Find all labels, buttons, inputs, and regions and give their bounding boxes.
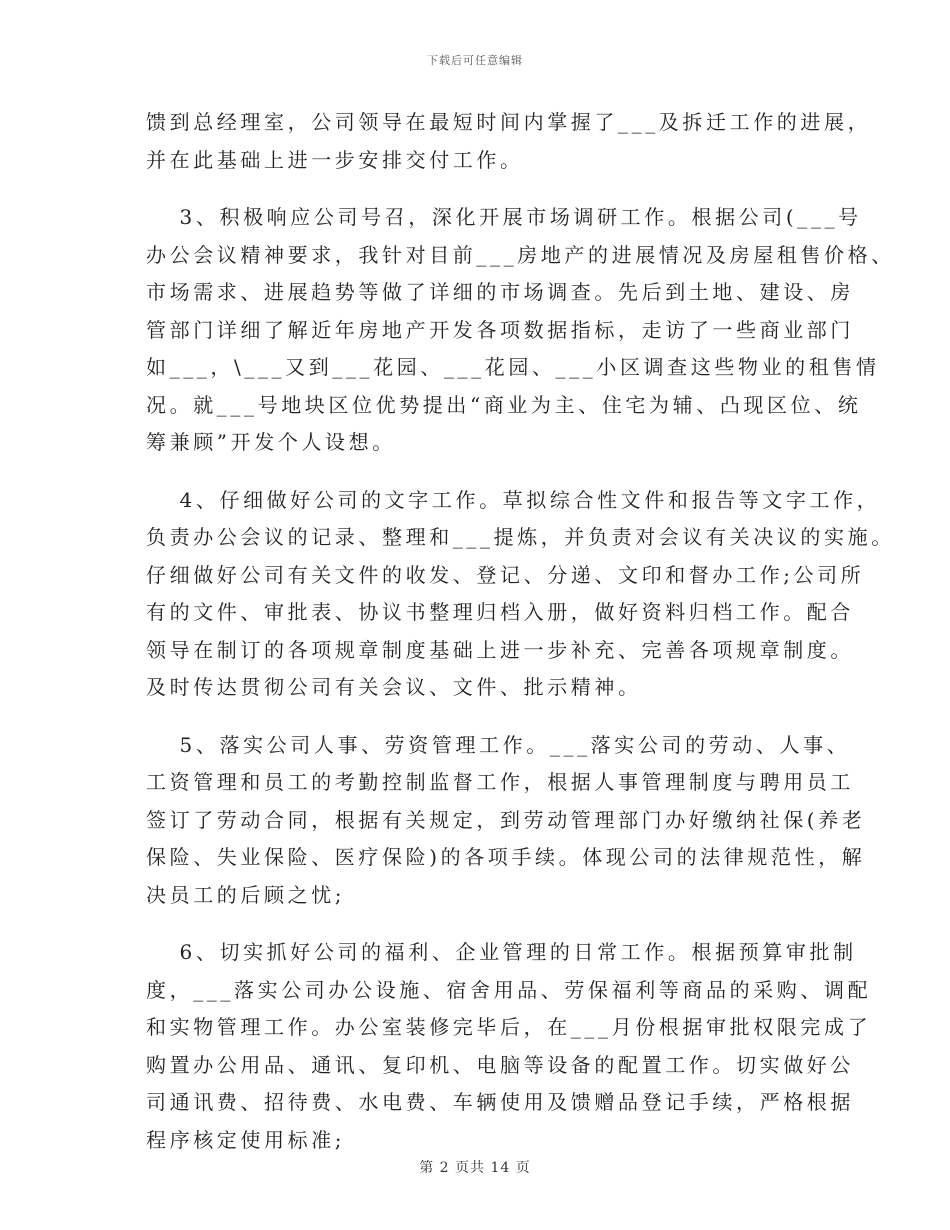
text-line: 领导在制订的各项规章制度基础上进一步补充、完善各项规章制度。 [146, 637, 854, 662]
text-line: 负责办公会议的记录、整理和___提炼，并负责对会议有关决议的实施。 [146, 525, 895, 549]
text-line: 6、切实抓好公司的福利、企业管理的日常工作。根据预算审批制 [146, 940, 857, 964]
text-line: 和实物管理工作。办公室装修完毕后，在___月份根据审批权限完成了 [146, 1015, 872, 1039]
text-line: 市场需求、进展趋势等做了详细的市场调查。先后到土地、建设、房 [146, 280, 854, 304]
text-line: 管部门详细了解近年房地产开发各项数据指标，走访了一些商业部门 [146, 317, 854, 342]
text-line: 购置办公用品、通讯、复印机、电脑等设备的配置工作。切实做好公 [146, 1052, 854, 1077]
text-line: 工资管理和员工的考勤控制监督工作，根据人事管理制度与聘用员工 [146, 770, 854, 794]
paragraph [146, 482, 895, 707]
text-line: 仔细做好公司有关文件的收发、登记、分递、文印和督办工作;公司所 [146, 562, 865, 587]
text-line: 司通讯费、招待费、水电费、车辆使用及馈赠品登记手续，严格根据 [146, 1090, 854, 1114]
text-line: 保险、失业保险、医疗保险)的各项手续。体现公司的法律规范性，解 [146, 845, 866, 869]
text-line: 馈到总经理室，公司领导在最短时间内掌握了___及拆迁工作的进展， [146, 110, 872, 134]
text-line: 如___，\___又到___花园、___花园、___小区调查这些物业的租售情 [146, 355, 880, 379]
paragraph [146, 727, 866, 915]
text-line: 3、积极响应公司号召，深化开展市场调研工作。根据公司(___号 [146, 205, 862, 229]
text-line: 并在此基础上进一步安排交付工作。 [146, 147, 524, 172]
paragraph [146, 199, 895, 462]
text-line: 筹兼顾”开发个人设想。 [146, 430, 396, 454]
text-line: 签订了劳动合同，根据有关规定，到劳动管理部门办好缴纳社保(养老 [146, 807, 866, 832]
paragraph [146, 934, 872, 1159]
page-header: 下载后可任意编辑 [427, 54, 523, 67]
text-line: 程序核定使用标准; [146, 1127, 346, 1152]
text-line: 及时传达贯彻公司有关会议、文件、批示精神。 [146, 675, 642, 699]
text-line: 度，___落实公司办公设施、宿舍用品、劳保福利等商品的采购、调配 [146, 977, 872, 1002]
text-line: 办公会议精神要求，我针对目前___房地产的进展情况及房屋租售价格、 [146, 242, 895, 267]
paragraph [146, 104, 872, 179]
text-line: 有的文件、审批表、协议书整理归档入册，做好资料归档工作。配合 [146, 600, 854, 624]
text-line: 5、落实公司人事、劳资管理工作。___落实公司的劳动、人事、 [146, 732, 851, 757]
document-body [146, 104, 895, 1159]
text-line: 决员工的后顾之忧; [146, 882, 346, 907]
text-line: 4、仔细做好公司的文字工作。草拟综合性文件和报告等文字工作， [146, 487, 881, 512]
text-line: 况。就___号地块区位优势提出“商业为主、住宅为辅、凸现区位、统 [146, 392, 862, 417]
page-footer: 第 2 页共 14 页 [419, 1160, 531, 1176]
